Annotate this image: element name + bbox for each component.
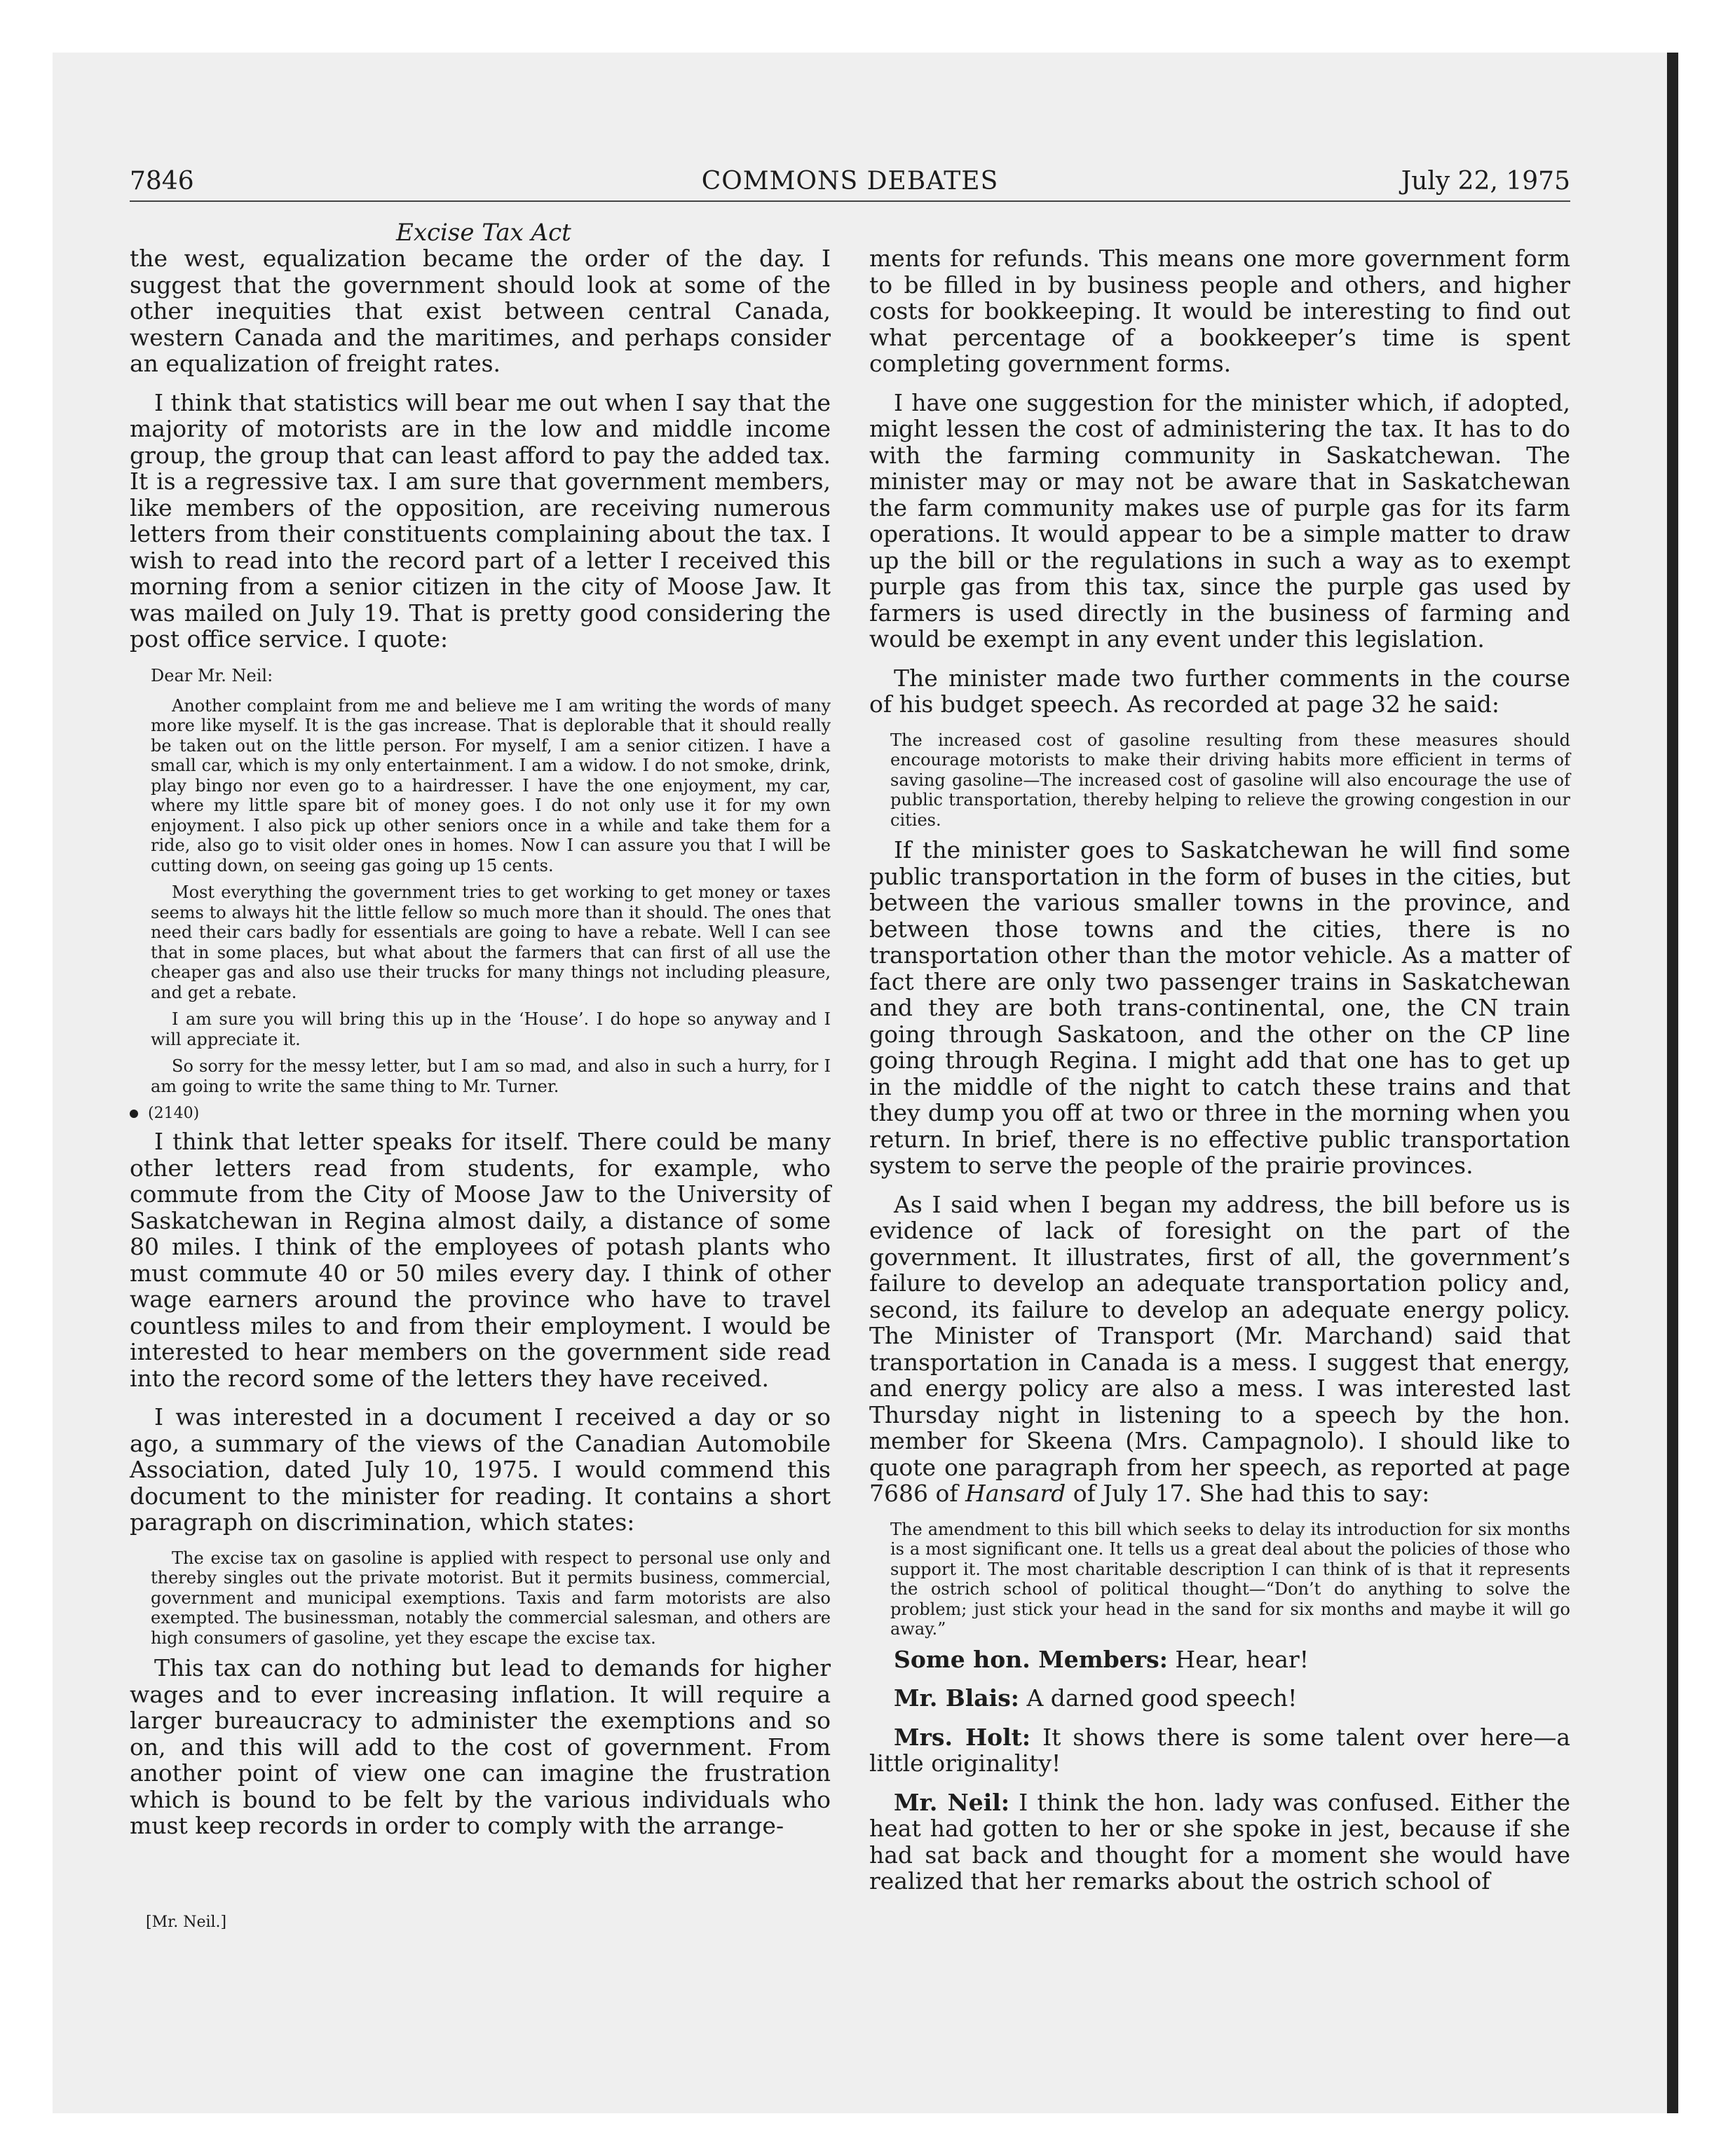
paragraph: I have one suggestion for the minister which, if adopted, might lessen the cost of administering the tax. It has to do with the farming community in Saskatchewan. The minister may or may not be aware that in Saskatchewan the farm community makes use of purple gas for its farm operations. It would appear to be a simple matter to draw up the bill or the regulations in such a way as to exempt purple gas from this tax, since the purple gas used by farmers is used directly in the business of farming and would be exempt in any event under this legislation. xyxy=(869,388,1570,653)
bullet-icon xyxy=(130,1110,138,1118)
speaker-name: Mrs. Holt: xyxy=(894,1723,1031,1751)
scan-edge-bar xyxy=(1667,53,1678,2113)
paragraph: I think that letter speaks for itself. There could be many other letters read from students, for example, who commute from the City of Moose Jaw to the University of Saskatchewan in Regina almost daily, a distance of some 80 miles. I think of the employees of potash plants who must commute 40 or 50 miles every day. I think of other wage earners around the province who have to travel countless miles to and from their employment. I would be interested to hear members on the government side read into the record some of the letters they have received. xyxy=(130,1128,831,1392)
letter-paragraph: Most everything the government tries to get working to get money or taxes seems to always hit the little fellow so much more than it should. The ones that need their cars badly for essentials are going to have a rebate. Well I can see that in some places, but what about the farmers that can first of all use the cheaper gas and also use their trucks for many things not including pleasure, and get a rebate. xyxy=(151,882,831,1002)
journal-title: COMMONS DEBATES xyxy=(701,167,999,196)
paragraph-text: As I said when I began my address, the bill before us is evidence of lack of foresight on the part of the government. It illustrates, first of all, the government’s failure to develop an adequate transportation policy and, second, its failure to develop an adequate energy policy. The Minister of Transport (Mr. Marchand) said that transportation in Canada is a mess. I suggest that energy, and energy policy are also a mess. I was interested last Thursday night in listening to a speech by the hon. member for Skeena (Mrs. Campagnolo). I should like to quote one paragraph from her speech, as reported at page 7686 of xyxy=(869,1190,1570,1507)
hansard-title: Hansard xyxy=(965,1480,1066,1507)
speaker-name: Some hon. Members: xyxy=(894,1645,1168,1673)
header-rule xyxy=(130,200,1570,202)
speaker-name: Mr. Blais: xyxy=(894,1684,1019,1712)
paragraph-text: of July 17. She had this to say: xyxy=(1066,1480,1430,1507)
issue-date: July 22, 1975 xyxy=(1401,167,1570,196)
block-quote: The amendment to this bill which seeks to delay its introduction for six months is a most significant one. It tells us a great deal about the policies of those who support it. The most charitable description I can think of is that it represents the ostrich school of political thought—“Don’t do anything to solve the problem; just stick your head in the sand for six months and maybe it will go away.” xyxy=(890,1519,1570,1639)
speaker-text: Hear, hear! xyxy=(1167,1645,1309,1673)
block-quote: The increased cost of gasoline resulting from these measures should encourage motorists to make their driving habits more efficient in terms of saving gasoline—The increased cost of gasoline will also encourage the use of public transportation, thereby helping to relieve the growing congestion in our cities. xyxy=(890,730,1570,830)
block-quote: The excise tax on gasoline is applied with respect to personal use only and thereby singles out the private motorist. But it permits business, commercial, government and municipal exemptions. Taxis and farm motorists are also exempted. The businessman, notably the commercial salesman, and others are high consumers of gasoline, yet they escape the excise tax. xyxy=(151,1548,831,1648)
paragraph: the west, equalization became the order of the day. I suggest that the government should look at some of the other inequities that exist between central Canada, western Canada and the maritimes, and perhaps consider an equalization of freight rates. xyxy=(130,245,831,377)
exchange-line xyxy=(869,1685,1570,1712)
section-title: Excise Tax Act xyxy=(396,219,571,247)
exchange-line xyxy=(869,1789,1570,1895)
page-header xyxy=(130,160,1570,199)
paragraph: This tax can do nothing but lead to demands for higher wages and to ever increasing inflation. It will require a larger bureaucracy to administer the exemptions and so on, and this will add to the cost of government. From another point of view one can imagine the frustration which is bound to be felt by the various individuals who must keep records in order to comply with the arrange- xyxy=(130,1654,831,1839)
paragraph: The minister made two further comments in the course of his budget speech. As recorded at page 32 he said: xyxy=(869,664,1570,718)
speaker-text: A darned good speech! xyxy=(1019,1684,1298,1712)
speaker-name: Mr. Neil: xyxy=(894,1788,1010,1816)
paragraph xyxy=(869,1192,1570,1507)
speaker-footnote: [Mr. Neil.] xyxy=(146,1913,227,1931)
page-number: 7846 xyxy=(130,167,194,196)
right-column xyxy=(869,245,1570,1907)
exchange-line xyxy=(869,1724,1570,1777)
paragraph: If the minister goes to Saskatchewan he will find some public transportation in the form of buses in the cities, but between the various smaller towns in the province, and between those towns and the cities, there is no transportation other than the motor vehicle. As a matter of fact there are only two passenger trains in Saskatchewan and they are both trans-continental, one, the CN train going through Saskatoon, and the other on the CP line going through Regina. I might add that one has to get up in the middle of the night to catch these trains and that they dump you off at two or three in the morning when you return. In brief, there is no effective public transportation system to serve the people of the prairie provinces. xyxy=(869,836,1570,1179)
time-marker-label: (2140) xyxy=(148,1105,200,1122)
speaker-text: It shows there is some talent over here—a little originality! xyxy=(869,1723,1570,1777)
letter-salutation: Dear Mr. Neil: xyxy=(151,665,273,685)
paragraph: I think that statistics will bear me out when I say that the majority of motorists are in the low and middle income group, the group that can least afford to pay the added tax. It is a regressive tax. I am sure that government members, like members of the opposition, are receiving numerous letters from their constituents complaining about the tax. I wish to read into the record part of a letter I received this morning from a senior citizen in the city of Moose Jaw. It was mailed on July 19. That is pretty good considering the post office service. I quote: xyxy=(130,388,831,653)
letter-paragraph: So sorry for the messy letter, but I am so mad, and also in such a hurry, for I am going to write the same thing to Mr. Turner. xyxy=(151,1056,831,1096)
paragraph: I was interested in a document I received a day or so ago, a summary of the views of the Canadian Automobile Association, dated July 10, 1975. I would commend this document to the minister for reading. It contains a short paragraph on discrimination, which states: xyxy=(130,1403,831,1536)
exchange-line xyxy=(869,1646,1570,1673)
letter-paragraph: Another complaint from me and believe me I am writing the words of many more like myself. It is the gas increase. That is deplorable that it should really be taken out on the little person. For myself, I am a senior citizen. I have a small car, which is my only entertainment. I am a widow. I do not smoke, drink, play bingo nor even go to a hairdresser. I have the one enjoyment, my car, where my little spare bit of money goes. I do not only use it for my own enjoyment. I also pick up other seniors once in a while and take them for a ride, also go to visit older ones in homes. Now I can assure you that I will be cutting down, on seeing gas going up 15 cents. xyxy=(151,695,831,875)
time-marker xyxy=(130,1103,831,1124)
speaker-text: I think the hon. lady was confused. Either the heat had gotten to her or she spoke in jest, because if she had sat back and thought for a moment she would have realized that her remarks about the ostrich school of xyxy=(869,1788,1570,1895)
letter-paragraph: I am sure you will bring this up in the ‘House’. I do hope so anyway and I will appreciate it. xyxy=(151,1009,831,1049)
left-column xyxy=(130,245,831,1852)
paragraph: ments for refunds. This means one more government form to be filled in by business people and others, and higher costs for bookkeeping. It would be interesting to find out what percentage of a bookkeeper’s time is spent completing government forms. xyxy=(869,245,1570,377)
